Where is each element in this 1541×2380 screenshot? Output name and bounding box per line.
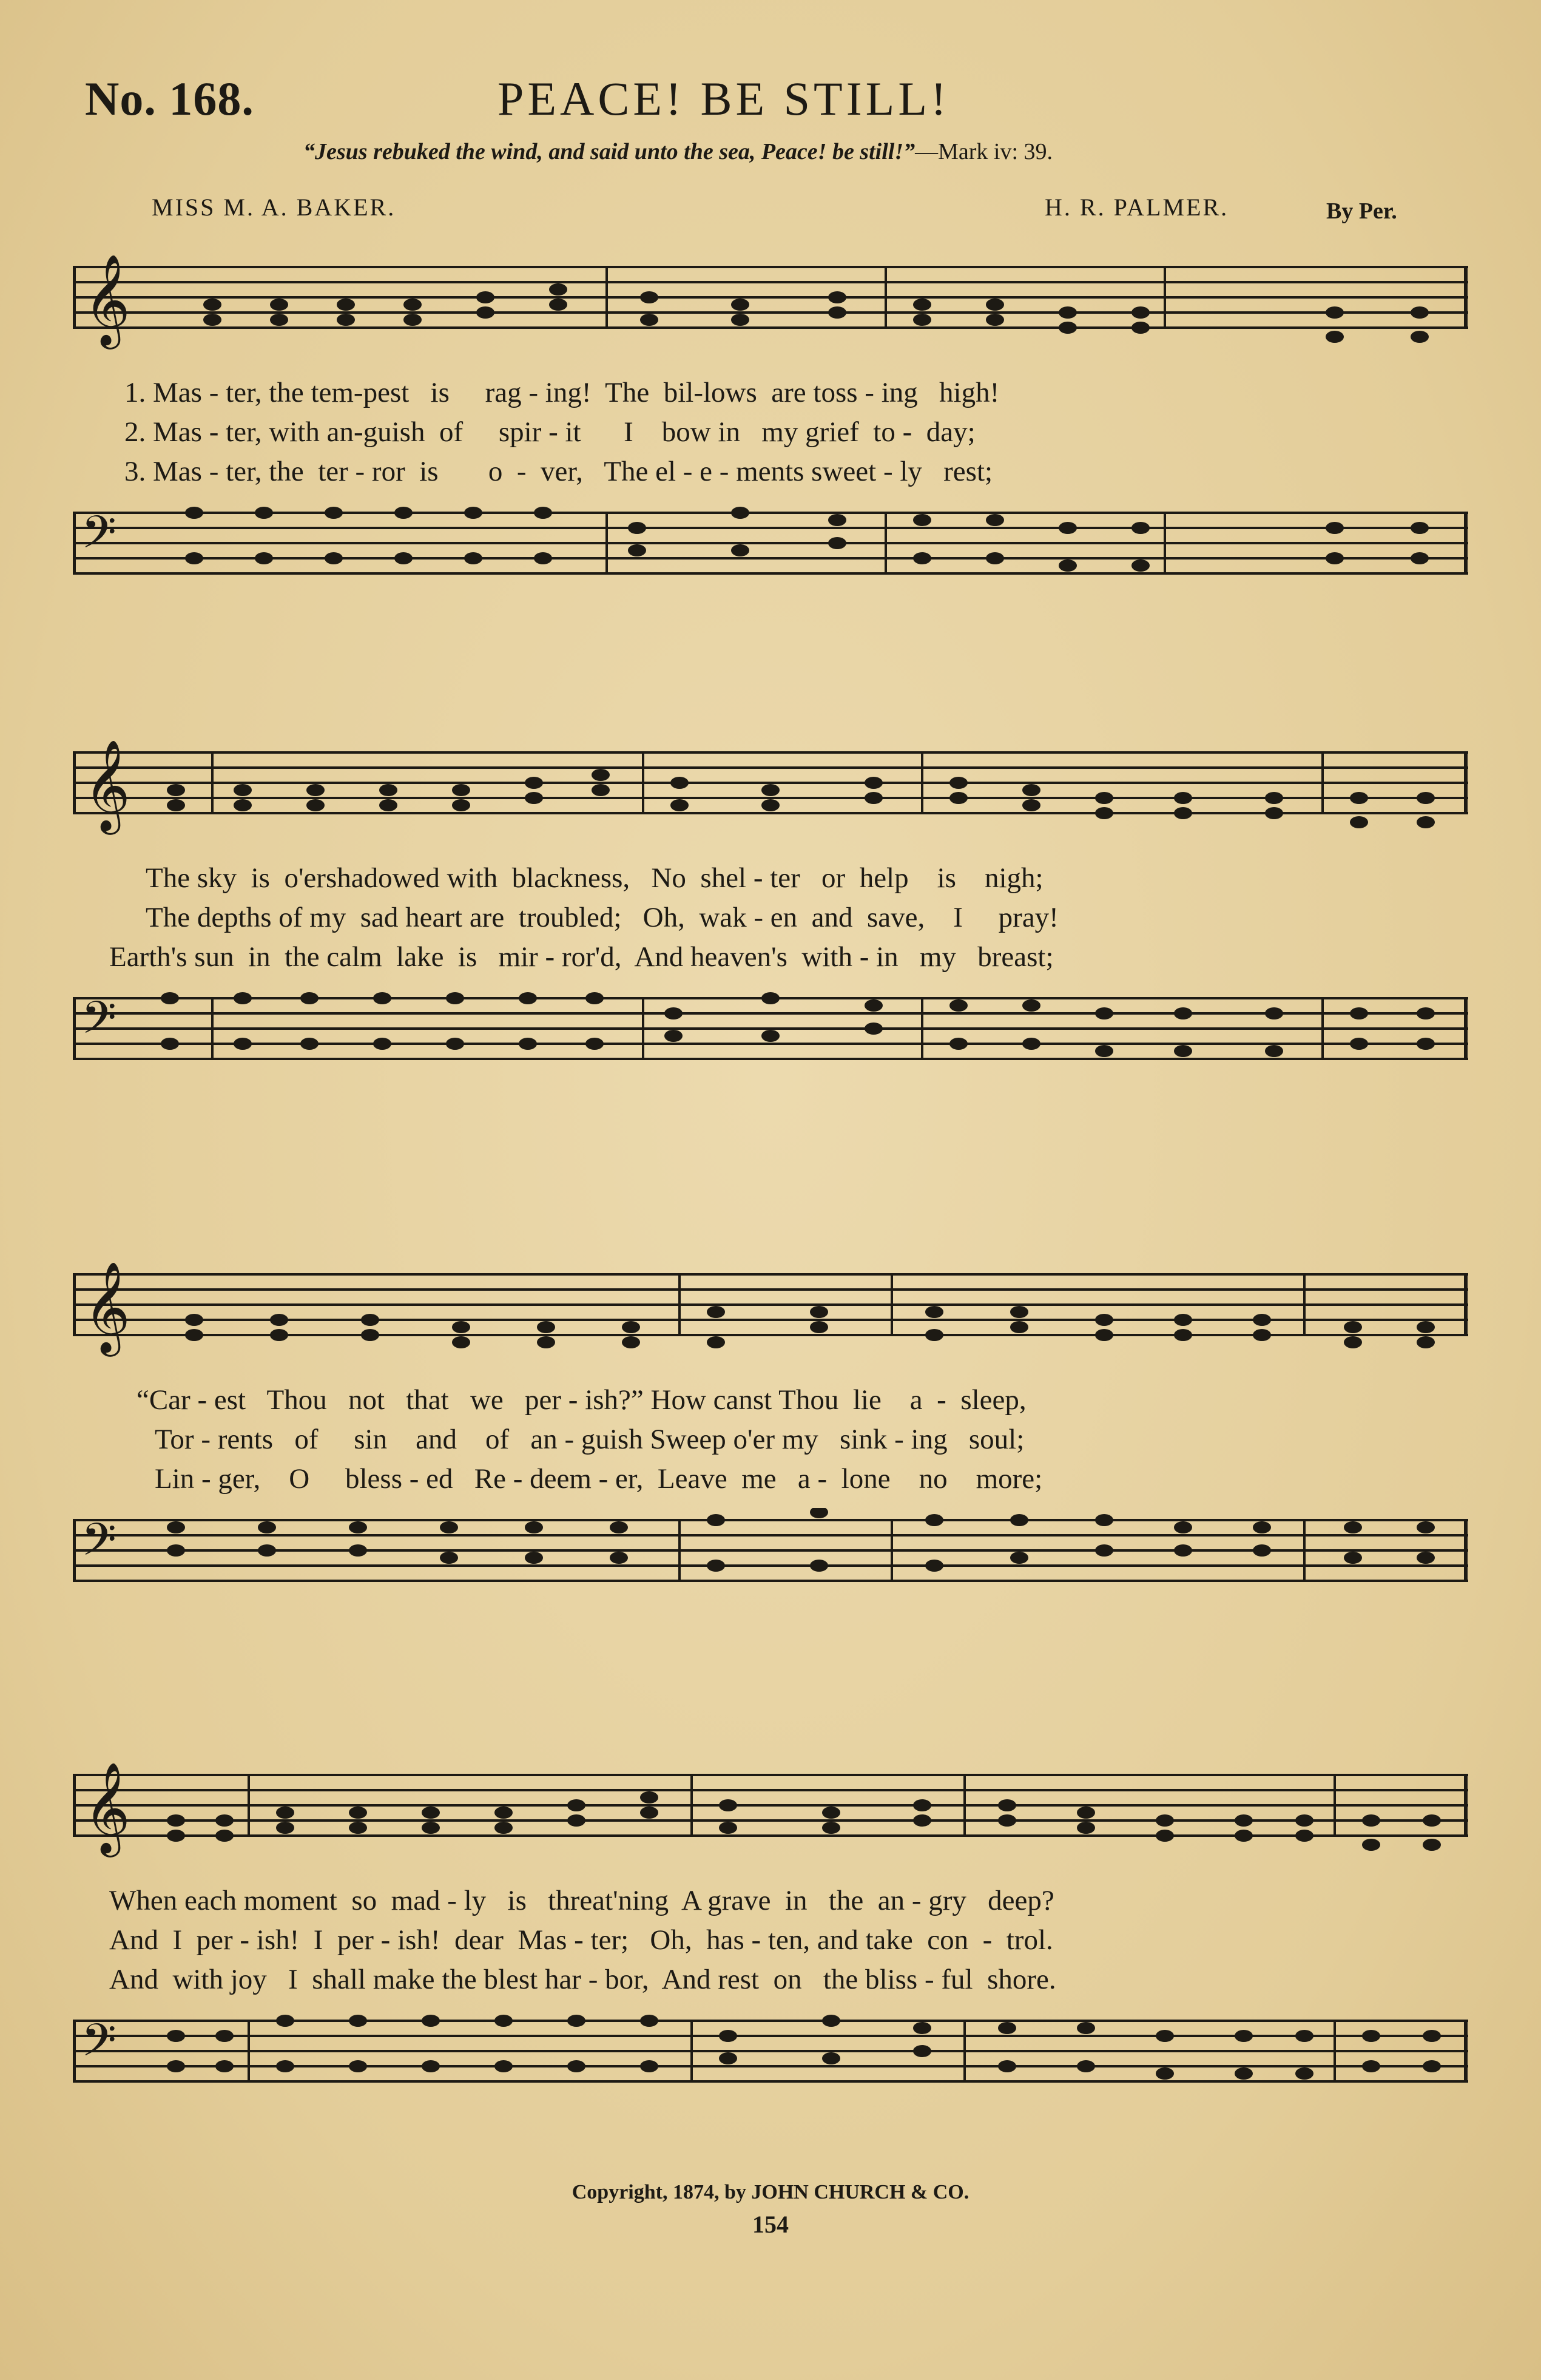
bass-clef-icon: 𝄢 — [81, 2014, 116, 2078]
bass-staff — [73, 501, 1468, 622]
treble-clef-icon: 𝄞 — [84, 1262, 130, 1353]
music-system-3 — [73, 1247, 1468, 1648]
lyric-line-verse-2: Tor - rents of sin and of an - guish Sweep o'er my sink - ing soul; — [155, 1424, 1025, 1455]
page-number: 154 — [752, 2211, 789, 2238]
hymn-title: PEACE! BE STILL! — [497, 72, 950, 125]
treble-clef-icon: 𝄞 — [84, 740, 130, 831]
lyric-line-verse-3: Earth's sun in the calm lake is mir - ror'd, And heaven's with - in my breast; — [109, 941, 1054, 973]
lyricist-credit: MISS M. A. BAKER. — [152, 194, 396, 221]
lyric-line-verse-2: The depths of my sad heart are troubled; Oh, wak - en and save, I pray! — [146, 902, 1059, 933]
bass-clef-icon: 𝄢 — [81, 506, 116, 570]
bass-staff — [73, 2009, 1468, 2130]
treble-staff — [73, 1763, 1468, 1884]
treble-staff — [73, 255, 1468, 376]
bass-staff — [73, 1508, 1468, 1629]
bass-staff — [73, 986, 1468, 1107]
copyright-notice: Copyright, 1874, by JOHN CHURCH & CO. — [572, 2181, 969, 2203]
lyric-line-verse-1: The sky is o'ershadowed with blackness, No shel - ter or help is nigh; — [146, 862, 1044, 894]
permission-note: By Per. — [1326, 198, 1397, 224]
treble-staff — [73, 740, 1468, 862]
treble-clef-icon: 𝄞 — [84, 255, 130, 345]
music-system-2 — [73, 725, 1468, 1126]
lyric-line-verse-3: 3. Mas - ter, the ter - ror is o - ver, The el - e - ments sweet - ly rest; — [124, 456, 993, 487]
lyric-line-verse-1: 1. Mas - ter, the tem-pest is rag - ing! The bil-lows are toss - ing high! — [124, 377, 1000, 408]
lyric-line-verse-3: And with joy I shall make the blest har - bor, And rest on the bliss - ful shore. — [109, 1964, 1056, 1995]
music-system-4 — [73, 1748, 1468, 2148]
music-system-1 — [73, 240, 1468, 640]
bass-clef-icon: 𝄢 — [81, 1513, 116, 1577]
epigraph-quote: “Jesus rebuked the wind, and said unto the sea, Peace! be still!” — [303, 139, 915, 164]
lyric-line-verse-2: And I per - ish! I per - ish! dear Mas - ter; Oh, has - ten, and take con - trol. — [109, 1924, 1053, 1956]
lyric-line-verse-1: “Car - est Thou not that we per - ish?” How canst Thou lie a - sleep, — [137, 1384, 1027, 1416]
lyric-line-verse-1: When each moment so mad - ly is threat'ning A grave in the an - gry deep? — [109, 1885, 1054, 1916]
epigraph-reference: —Mark iv: 39. — [915, 139, 1053, 164]
composer-credit: H. R. PALMER. — [1045, 194, 1229, 221]
bass-clef-icon: 𝄢 — [81, 992, 116, 1055]
lyric-line-verse-3: Lin - ger, O bless - ed Re - deem - er, Leave me a - lone no more; — [155, 1463, 1043, 1495]
scripture-epigraph — [303, 138, 1053, 165]
lyric-line-verse-2: 2. Mas - ter, with an-guish of spir - it I bow in my grief to - day; — [124, 416, 976, 448]
treble-clef-icon: 𝄞 — [84, 1763, 130, 1853]
hymn-number: No. 168. — [85, 72, 254, 125]
treble-staff — [73, 1262, 1468, 1384]
